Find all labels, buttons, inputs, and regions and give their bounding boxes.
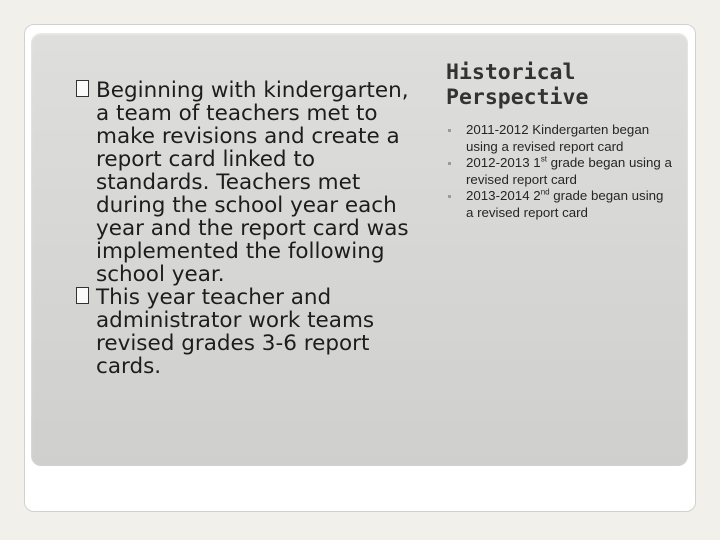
- bullet-dot-icon: [448, 162, 451, 165]
- timeline-item-1-text: 2011-2012 Kindergarten began using a revised report card: [466, 122, 650, 154]
- square-bullet-icon: [76, 80, 89, 97]
- timeline-item: [446, 122, 672, 155]
- timeline-item-3-post: grade began using a revised report card: [466, 188, 664, 220]
- left-text-column: [76, 79, 421, 378]
- slide-title: [446, 60, 686, 110]
- timeline-item-3-pre: 2013-2014 2: [466, 188, 541, 203]
- timeline-item-3-sup: nd: [540, 187, 550, 197]
- title-line-1: Historical: [446, 60, 576, 85]
- left-bullet-2-text: This year teacher and administrator work teams revised grades 3-6 report cards.: [96, 285, 375, 379]
- bullet-dot-icon: [448, 129, 451, 132]
- timeline-item: [446, 155, 672, 188]
- square-bullet-icon: [76, 287, 89, 304]
- left-bullet-2: [76, 286, 421, 378]
- timeline-item-2-post: grade began using a revised report card: [466, 155, 672, 187]
- left-bullet-1: [76, 79, 421, 286]
- timeline-item-2-sup: st: [540, 154, 547, 164]
- timeline-list: [446, 122, 672, 221]
- bullet-dot-icon: [448, 195, 451, 198]
- title-line-2: Perspective: [446, 85, 589, 110]
- timeline-item-2-pre: 2012-2013 1: [466, 155, 541, 170]
- left-bullet-1-text: Beginning with kindergarten, a team of teachers met to make revisions and create a report card linked to standards. Teachers met during the school year each year and the report card was implemented the following school year.: [96, 78, 409, 287]
- timeline-item: [446, 188, 672, 221]
